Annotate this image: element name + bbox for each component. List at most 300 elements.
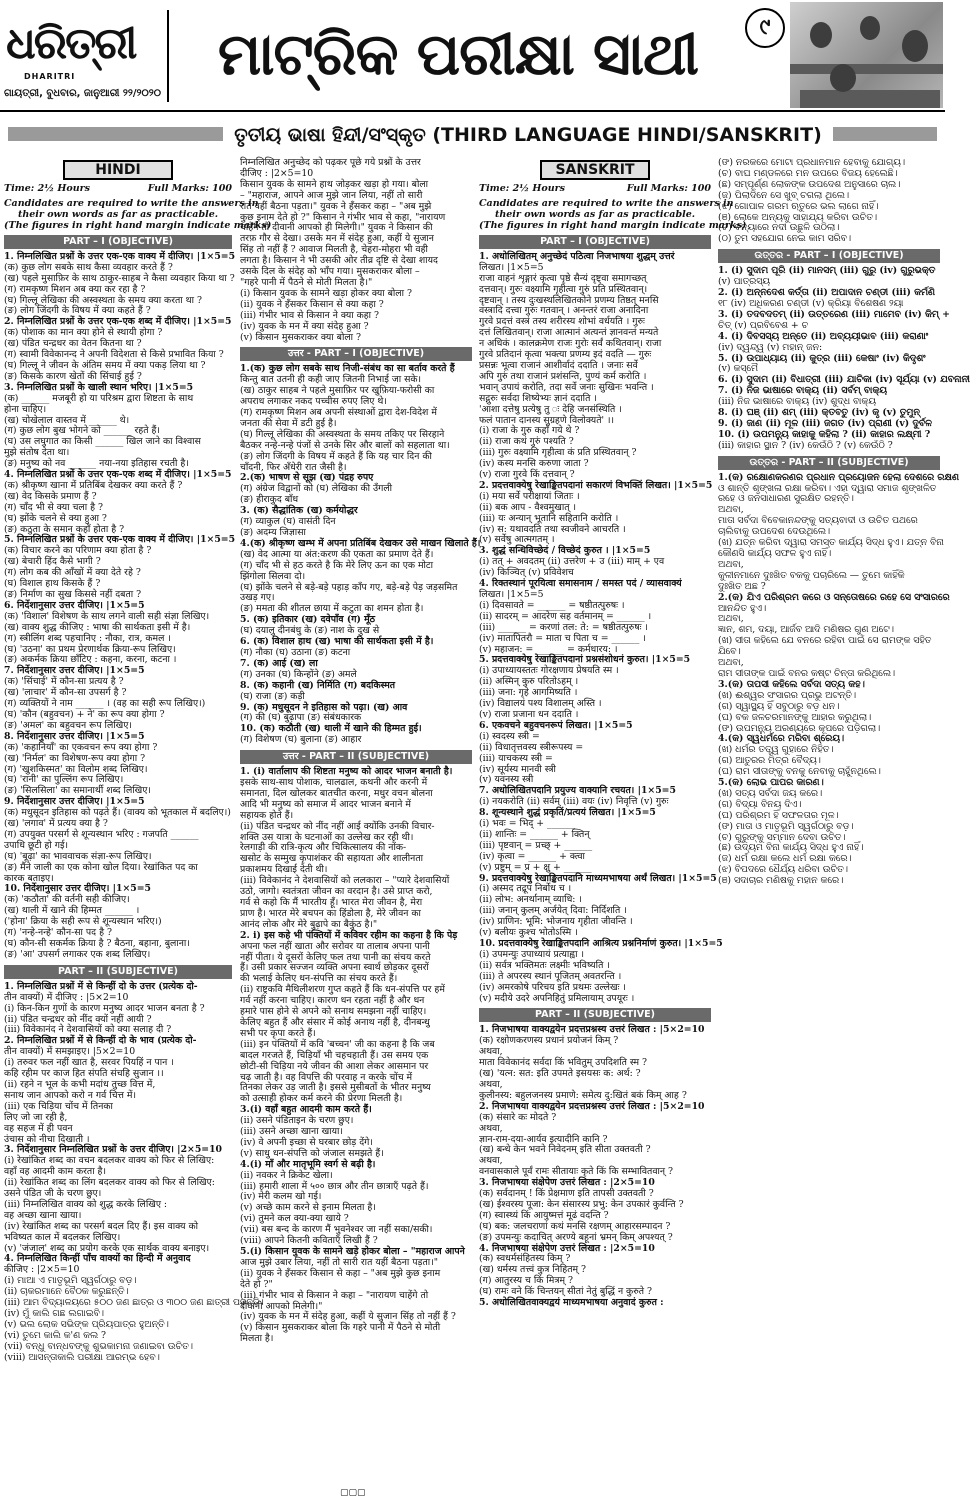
text-line: 9. (क) मधुसूदन ने इतिहास को पढ़ा। (ख) आव (240, 701, 408, 713)
text-line: कहि रहीम पर काज हित संपति संचहि सुजान ।। (4, 1068, 164, 1080)
text-line: (घ) गिल्लू ने जीवन के अंतिम समय में क्या पकड़ लिया था ? (4, 359, 206, 371)
text-line: (ख) वाक्य शुद्ध कीजिए : भाषा की सार्थकता इसी में है। (4, 621, 191, 633)
text-line: 1. अधोलिखितम् अनुच्छेदं पठित्वा निजभाषया शुद्धम् उत्तरं (479, 250, 675, 262)
text-line: (iii) କାହାର ସ୍ଥାନ ? (iv) କେଉଁଠି ? (v) କେଉଁଠି ? (718, 439, 893, 451)
text-line: (ଙ) ନରକରେ ମୋଟା ପ୍ରଧାନମାନ ହେବାକୁ ଯୋଗ୍ୟ। (718, 157, 906, 168)
text-line: (ଝ) ଗୋପାଳ ଗରମ ଋତୁରେ ଭଲ ଲାଗେ ନାହିଁ। (718, 200, 879, 212)
text-line: (v) महाजन: = ______ = कर्मधारय: । (479, 643, 618, 655)
text-line: (iii) ते अपरस्य स्थानं पूजितम् अवतरन्ति । (479, 970, 622, 982)
text-line: (ग) उनका (घ) किन्होंने (ङ) अमले (240, 668, 357, 680)
text-line: (i) किसान युवक के सामने खड़ा होकर क्या बोला ? (240, 287, 412, 299)
text-line: (घ) रामः वने किं चिन्तयन् सीतां नेतुं बुद्धिं न कुरुते ? (479, 1286, 652, 1298)
text-line: (ii) सादरम् = आदरेण सह वर्तमानम् = ______ । (479, 610, 652, 622)
subtitle-band-left (8, 127, 223, 141)
text-line: तिनका लेकर उड़ जाती है। इससे मुसीबतों के भीतर मनुष्य (240, 1082, 431, 1094)
text-line: (क) पोशाक का मान क्या होने से स्थायी होगा ? (4, 327, 163, 339)
text-line: 1.(क) कुछ लोग सबके साथ निजी-संबंध का सा बर्ताव करते हैं (240, 363, 455, 375)
text-line: 7. (i) ନିଜ ଭାଷାରେ ବାକ୍ୟ (ii) ସର୍ବମ୍ ବାକ୍ୟ (718, 385, 887, 397)
text-line: (ख) बन्धे केन भवने निवेदनम् इति सीता उक्तवती ? (479, 1144, 651, 1156)
text-line: 7. (क) आई (ख) ला (240, 657, 318, 669)
text-line: 2. निजभाषया वाक्यद्वयेन प्रदत्तप्रश्नस्य उत्तरं लिखत : |5×2=10 (479, 1100, 705, 1112)
text-line: (क) संसारे कः मोदते ? (479, 1111, 557, 1123)
text-line: (ख) चोखेलाल वास्तव में ______ थे। (4, 414, 130, 426)
text-line: କୌଣସି କାର୍ଯ୍ୟ ସଫଳ ହୁଏ ନାହିଁ। (718, 548, 832, 559)
text-line: (i) तरुवर फल नहीं खात है, सरवर पियहिं न पान । (4, 1057, 174, 1069)
text-line: अथवा, (479, 1155, 503, 1167)
text-line: केलिए बहुत हैं और संसार में कोई अनाथ नहीं है, दीनबन्धु (240, 1016, 430, 1028)
text-line: किसान युवक के सामने हाथ जोड़कर खड़ा हो गया। बोला (240, 178, 429, 190)
text-line: माता विवेकानंद सर्वदा किं भवितुम् उपदिशति स्म ? (479, 1057, 647, 1069)
text-line: (ଟ) ବନ୍ୟାରେ ନଦୀ ଉଛୁଳି ଉଠିଲା। (718, 222, 840, 234)
text-line: नहीं पीता। ये दूसरों केलिए फल तथा पानी का संचय करते (240, 951, 431, 963)
text-line: 3. (i) ତଦବଦତମ୍ (ii) ଉତ୍ତରେଣ (iii) ମାମେବ (iv) କିମ୍ + (718, 308, 950, 320)
text-line: ଅଥବା, (718, 504, 744, 516)
text-line: (घ) 'उठना' का प्रथम प्रेरणार्थक क्रिया-रूप लिखिए। (4, 643, 176, 655)
text-line: 1. (i) ସୁଦାମ ପୂରି (ii) ମାନସମ୍ (iii) ଗୁରୁ (iv) ଗୁରୁଭକ୍ତ (718, 265, 936, 277)
text-line: 8. (क) कहानी (ख) निर्मिति (ग) बदकिस्मत (240, 679, 396, 691)
text-line: (क) 'सिंचाई' में कौन-सा प्रत्यय है ? (4, 676, 124, 688)
text-line: (ख) थाली में खाने की हिम्मत ______ । (4, 905, 140, 917)
text-line: (ङ) ममता की शीतल छाया में कटुता का शमन होता है। (240, 603, 424, 615)
sanskrit-instructions (479, 197, 747, 231)
text-line: (iii) हमारी शाला में ५०० छात्र और तीन छात्राएँ पढ़ते हैं। (240, 1180, 429, 1192)
text-line: प्रसन्नः भूत्वा राजानं आशीर्वादं ददाति । जनाः सर्वे (479, 359, 638, 371)
text-line: (v) अच्छे काम करने से इनाम मिलता है। (240, 1202, 376, 1214)
hindi-answer-part1-header: उत्तर - PART – I (OBJECTIVE) (240, 347, 472, 361)
text-line: 3. शुद्धं सन्धिविच्छेदं / विच्छेदं कुरुत । |1×5=5 (479, 545, 651, 557)
text-line: (ङ) किसके कारण खेतों की सिंचाई हुई ? (4, 370, 142, 382)
text-line: (ଛ) ଉଦ୍ୟମ ବିନା କାର୍ଯ୍ୟ ସିଦ୍ଧ ହୁଏ ନାହିଁ। (718, 842, 864, 854)
text-line: (viii) आपने कितनी कविताएँ लिखी हैं ? (240, 1235, 378, 1247)
text-line: (iv) किञ्चित् (v) प्रविवेशच (479, 567, 574, 579)
text-line: उंचास को नीचा दिखाती । (4, 1133, 90, 1145)
text-line: (ଛ) ସମ୍ପୂର୍ଣ୍ଣ ଲୋକଙ୍କ ଉପଦେଶ ଅନୁସାରେ ଚାଲ। (718, 178, 901, 190)
text-line: 10. (i) ଉପମନ୍ୟୁ କାହାକୁ କହିଲା ? (ii) କାହାର ଲକ୍ଷ୍ମୀ ? (718, 428, 931, 440)
text-line: 10. प्रदत्तवाक्येषु रेखाङ्कितपदानि आश्रित्य प्रश्ननिर्माणं कुरुत। |1×5=5 (479, 938, 723, 949)
text-line: – "महाराज, आपने आज मुझे जान लिया, नहीं तो सारी (240, 189, 423, 201)
text-line: दीजिए : |2×5=10 (240, 167, 314, 179)
text-line: (ଘ) ପରିଶ୍ରମ ହିଁ ସଫଳତାର ମୂଳ। (718, 809, 839, 821)
text-line: आनंद लोक और मेरे बुढ़ापे का बैकुंठ है।" (240, 918, 378, 930)
instruction-line: (The figures in right hand margin indicate marks) (4, 219, 272, 231)
text-line: 3.(କ) ତାପସୀ କହିଲେ ସର୍ବଦା ସତ୍ୟ କହ। (718, 678, 865, 690)
text-line: बैठकर नन्हे-नन्हे पंजों से उनके सिर और बालों को सहलाता था। (240, 439, 450, 451)
hindi-meta (4, 184, 232, 195)
hindi-instructions (4, 197, 272, 231)
text-line: (ଖ) ଧର୍ମର ତତ୍ତ୍ୱ ଗୁହାରେ ନିହିତ। (718, 744, 834, 756)
text-line: (ii) लोभ: अनर्थानाम् व्याधि: । (479, 894, 582, 906)
text-line: 8. (i) ଘଞ୍ (ii) ଶମ୍ (iii) କ୍ତବତୁ (iv) କୃ (v) ତୁମୁନ୍ (718, 407, 920, 419)
text-line: (ख) 'निर्मल' का विशेषण-रूप क्या होगा ? (4, 752, 146, 764)
text-line: 5. अधोलिखितवाक्यद्वयं माध्यमभाषया अनुवादं कुरुत : (479, 1297, 664, 1309)
instruction-line: Candidates are required to write the answers in (479, 197, 734, 209)
text-line: ଅଥବା, (718, 558, 744, 570)
text-line: (घ) कौन-सी सकर्मक क्रिया है ? बैठना, बहाना, बुलाना। (4, 938, 190, 949)
dateline: ଗାୟତ୍ରୀ, ବୁଧବାର, ଜାନୁଆରୀ ୨୨/୨୦୨୦ (4, 88, 161, 99)
text-line: (ङ) मैंने जाली का एक कोना खोल दिया। रेखांकित पद का (4, 861, 198, 873)
hindi-marks: Full Marks: 100 (147, 183, 232, 194)
text-line: (ii) पंडित चन्द्रधर को नींद क्यों नहीं आयी ? (4, 1013, 152, 1025)
text-line: (ii) युवक ने हँसकर किसान से क्या कहा ? (240, 298, 384, 310)
text-line: (घ) 'कौन (बहुवचन) + ने' का रूप क्या होगा ? (4, 708, 165, 720)
text-line: दत्तं लिखितवान्। राजा आत्मानं अत्यन्तं ज्ञानवन्तं मन्यते (479, 327, 659, 339)
text-line: (ग) विशेषण (घ) बुलाना (ङ) आहार (240, 734, 362, 746)
text-line: (घ) बक: जलचराणां कथं मनसि रक्षणम् आहारसम्पादन ? (479, 1220, 671, 1232)
sanskrit-answers-column (718, 157, 970, 1488)
text-line: (ग) स्वास्थ्यं किं आयुष्मत्तं मूढं वदन्ति ? (479, 1209, 609, 1221)
text-line: "गहरे पानी में पैठने से मोती मिलता है।" (240, 276, 373, 288)
text-line: (ग) रामकृष्ण मिशन अब क्या कर रहा है ? (4, 283, 146, 295)
text-line: सहायक होते हैं। (240, 809, 294, 821)
text-line: (iii) विवेकानंद ने देशवासियों को क्या सलाह दी ? (4, 1024, 172, 1036)
text-line: 4. निम्नलिखित किन्हीं पाँच वाक्यों का हिन्दी में अनुवाद (4, 1253, 191, 1265)
text-line: उपाधि छूटी हो गई। (4, 839, 69, 851)
text-line: (ग) व्यक्तियों ने नाम ______ । (वह का सही रूप लिखिए।) (4, 698, 206, 710)
text-line: तीन वाक्यों) में दीजिए : |5×2=10 (4, 991, 129, 1003)
text-line: ଆନନ୍ଦିତ ହୁଏ। (718, 602, 767, 614)
text-line: (ग) रामकृष्ण मिशन अब अपनी संस्थाओं द्वारा देश-विदेश में (240, 407, 437, 419)
page-number: ୯ (745, 8, 785, 48)
text-line: (ङ) हीराकुद बाँध (240, 494, 299, 506)
text-line: (ଗ) ବିଦ୍ୟା ବିନୟ ଦିଏ। (718, 798, 802, 810)
text-line: अपराध लगाकर नकद पच्चीस रुपए लिए थे। (240, 396, 387, 408)
page-end-marker: ▢▢▢ (340, 1488, 366, 1498)
text-line: (ii) शान्तिः = ______ + क्तिन् (479, 828, 590, 840)
text-line: (iii) गुरुः वक्ष्यामि गृहीत्वा कं प्रति प्रस्थितवान् ? (479, 447, 637, 459)
text-line: (ii) युवक ने हँसकर किसान से कहा – "अब मुझे कुछ इनाम (240, 1267, 441, 1279)
text-line: 8. निर्देशानुसार उत्तर दीजिए। |1×5=5 (4, 730, 145, 742)
text-line: 1. (i) वार्तालाप की शिष्टता मनुष्य को आदर भाजन बनाती है। (240, 766, 453, 778)
text-line: (iv) स: यथावदति तथा स्वजीवने आचरति । (479, 523, 626, 535)
text-line: (v) बलीयः कुश्च भोतोऽस्मि । (479, 927, 578, 939)
text-line: (v) प्रष्टुम् = प्र + क्षु + ______ (479, 861, 592, 873)
text-line: (घ) झोंके चलने से क्या हुआ ? (4, 512, 107, 524)
text-line: (ग) नौका (घ) उठाना (ङ) कटना (240, 646, 351, 658)
sanskrit-part2-header: PART – II (SUBJECTIVE) (479, 1008, 711, 1022)
text-line: ଚିତ୍ (v) ପ୍ରବିବେଶ + ଚ (718, 319, 809, 331)
text-line: 8. शून्यस्थाने शुद्धं प्रकृतिं/प्रत्ययं लिखत। |1×5=5 (479, 807, 656, 819)
instruction-line: Candidates are required to write the answers in (4, 197, 259, 209)
text-line: ରାମ ସୀତାଙ୍କ ପାଇଁ ବନର କଷ୍ଟ ଚିନ୍ତା କରିଥିଲେ। (718, 667, 896, 679)
text-line: 'आशा दत्तेषु प्रत्येषु तु ः देहि जनसंस्थिति । (479, 403, 622, 415)
page-title: ମାଟ୍ରିକ ପରୀକ୍ଷା ସାଥୀ (217, 20, 699, 88)
text-line: (ग) 'नन्हे-नन्हे' कौन-सा पद है ? (4, 927, 112, 939)
text-line: (ख) ठाकुर साहब ने पहले मुसाफ़िर पर खुफ़िया-फरोसी का (240, 385, 435, 397)
text-line: (क) 'विशाल' विशेषण के साथ लगने वाली सही संज्ञा लिखिए। (4, 610, 210, 622)
text-line: (i) स्वदस्य स्त्री = (479, 730, 540, 742)
text-line: (ङ) लोग जिंदगी के विषय में क्या कहते हैं ? (4, 305, 151, 317)
text-line: (iii) विवेकानंद ने देशवासियों को ललकारा – "प्यारे देशवासियों (240, 875, 450, 887)
text-line: (ङ) अकर्मक क्रिया छाँटिए : कहना, करना, कटना । (4, 654, 177, 666)
text-line: (iii) उसने अच्छा खाना खाया। (240, 1126, 343, 1138)
text-line: (क) विचार करने का परिणाम क्या होता है ? (4, 545, 152, 557)
text-line: (ii) रहने न भूल के कभी मदांध तुच्छ वित्त में, (4, 1078, 156, 1090)
text-line: इसके साथ-साथ पोशाक, चालढाल, कथनी और करनी में (240, 777, 428, 789)
text-line: (ଜ) ପିଲାଦିନେ ସେ ଖୁବ୍ ଚଗଲା ଥିଲେ। (718, 189, 850, 201)
text-line: (ख) धर्मस्य तत्त्वं कुत्र निहितम् ? (479, 1264, 587, 1276)
text-line: (ख) वेद किसके प्रमाण हैं ? (4, 490, 97, 502)
text-line: (iii) याचकस्य स्त्री = (479, 752, 553, 764)
text-line: (ङ) निर्माण का सुख किससे नहीं दबता ? (4, 589, 142, 600)
text-line: (iii) जना: गृहे आगमिष्यति । (479, 687, 578, 699)
text-line: (ଘ) ବକ ଜଳଚରମାନଙ୍କୁ ଆହାର କରୁଥିଲା। (718, 711, 872, 723)
text-line: 7. अधोलिखितपदानि प्रयुज्य वाक्यानि रचयत। |1×5=5 (479, 785, 676, 797)
sanskrit-objective-questions (479, 250, 723, 1005)
masthead (0, 0, 945, 112)
text-line: (ख) 'यत्न: सत: इति उपमते इसयसः क: अर्थ: ? (479, 1068, 641, 1080)
text-line: (ङ) मनुष्य को नव ______ नया-नया इतिहास रचती है। (4, 458, 189, 470)
text-line: 5. निम्नलिखित प्रश्नों के उत्तर एक-एक वाक्य में दीजिए। |1×5=5 (4, 534, 236, 546)
text-line: (ङ) 'आ' उपसर्ग लगाकर एक शब्द लिखिए। (4, 948, 151, 960)
text-line: देते हो ?" (240, 1278, 273, 1290)
text-line: (i) तत् + अवदतम् (ii) उत्तरेण + उ (iii) माम् + एव (479, 556, 665, 568)
text-line: लिखत। |1×5=5 (479, 589, 544, 600)
text-line: बादल गरजते हैं, चिड़ियाँ भी चहचहाती हैं। उस समय एक (240, 1049, 429, 1061)
text-line: (क) श्रीकृष्ण खाना में प्रतिबिंब देखकर क्या करते हैं ? (4, 479, 183, 491)
text-line: (ख) 'लाचार' में कौन-सा उपसर्ग है ? (4, 687, 127, 699)
text-line: गर्व से कहो कि मैं भारतीय हूँ। भारत मेरा जीवन है, मेरा (240, 897, 423, 908)
text-line: (iv) सूर्यस्य मानवी स्त्री (479, 763, 556, 775)
text-line: (iii) जनान् कुलम् अर्जयेत् दिवा: निर्दिशति । (479, 905, 627, 917)
text-line: (ଞ) ସଦାଚାର ମଣିଷକୁ ମହାନ କରେ। (718, 875, 844, 887)
text-line: (ङ) 'अमल' का बहुवचन रूप लिखिए। (4, 719, 132, 731)
text-line: सद्गुरुः सर्वदा शिष्येभ्यः ज्ञानं ददाति । (479, 392, 597, 404)
text-line: (ग) आतुरस्य च किं मित्रम् ? (479, 1275, 573, 1287)
text-line: (ङ) 'सिलसिला' का समानार्थी शब्द लिखिए। (4, 785, 151, 797)
text-line: ଜ୍ଞାନ, ଶମ, ଦୟା, ଆର୍ଜବ ଆଦି ମଣିଷର ଗୁଣ ଅଟେ। (718, 624, 894, 636)
text-line: (ଖ) ସୀତା କହିଲେ ଯେ ବନରେ ରହିବା ପାଇଁ ସେ ରାମଙ୍କ ସହିତ (718, 635, 932, 647)
text-line: ज्ञान-राम-दया-आर्यव इत्यादीनि कानि ? (479, 1133, 608, 1145)
sanskrit-marks: Full Marks: 100 (626, 183, 711, 194)
text-line: 5.(i) किसान युवक के सामने खड़े होकर बोला – "महाराज आपने (240, 1246, 465, 1257)
text-line: (i) उपमन्युः उपाध्यायं प्रत्याह्वा । (479, 948, 584, 960)
text-line: (vii) ବନ୍ଧୁ ବାନ୍ଧବଙ୍କୁ ଶୁଭକାମନା ଜଣାଇବା ଉଚିତ। (4, 1340, 193, 1352)
text-line: (v) किसान मुसकराकर बोला कि गहरे पानी में पैठने से मोती (240, 1322, 441, 1334)
text-line: अथवा, (479, 1122, 503, 1134)
text-line: उखड़ गए। (240, 592, 275, 604)
text-line: किन्तु बात उतनी ही कही जाए जितनी निभाई जा सके। (240, 374, 422, 386)
text-line: (ii) राष्ट्रकवि मैथिलीशरण गुप्त कहते हैं कि धन-संपत्ति पर हमें (240, 984, 445, 996)
text-line: 3. निम्नलिखित प्रश्नों के खाली स्थान भरिए। |1×5=5 (4, 381, 194, 393)
text-line: (घ) झोंके चलने से बड़े-बड़े पहाड़ काँप गए, बड़े-बड़े पेड़ जड़समित (240, 581, 458, 593)
text-line: उसने पंडित जी के चरण छुए। (4, 1188, 102, 1200)
sanskrit-translation-list (718, 158, 940, 245)
text-line: (घ) 'रानी' का पुल्लिंग रूप लिखिए। (4, 774, 124, 786)
text-line: 4. निम्नलिखित प्रश्नों के उत्तर एक-एक शब्द में दीजिए। |1×5=5 (4, 469, 232, 481)
text-line: (ii) अस्मिन् कुरु परितोऽहम् । (479, 676, 579, 688)
text-line: (iii) ନିଜ ଭାଷାରେ ବାକ୍ୟ (iv) ଶୁଦ୍ଧ ବାକ୍ୟ (718, 396, 876, 408)
text-line: खसोट के सम्मुख कृपाशंकर की सहायता और शालीनता (240, 853, 424, 865)
text-line: चाँदनी, फिर अँधेरी रात जैसी है। (240, 461, 347, 473)
text-line: (घ) दयालु दीनबंधु के (ङ) नाश के दुख से (240, 625, 380, 637)
text-line: प्राण है। भारत मेरे बचपन का हिंडोला है, मेरे जीवन का (240, 907, 421, 919)
text-line: (ङ) अदम्य जिज्ञासा (240, 527, 306, 538)
text-line: वस्त्रादि दत्त्वा गुरुः गतवान् । अनन्तरं राजा अनादिना (479, 305, 649, 317)
text-line: (v) राजा गुरवे किं दत्तवान् ? (479, 469, 575, 481)
text-line: 10. निर्देशानुसार उत्तर दीजिए। |1×5=5 (4, 883, 152, 895)
text-line: रेलगाड़ी की रात्रि-कृत्य और चिकित्सालय की नोंक- (240, 842, 407, 854)
text-line: (iv) युवक के मन में संदेह हुआ, कहीं ये सुजान सिंह तो नहीं हैं ? (240, 1311, 456, 1323)
text-line: (iv) विद्यालयं पश्य विशालम् अस्ति । (479, 698, 602, 710)
subtitle-band-right (833, 127, 937, 141)
text-line: दीवानी आपको मिलेगी।" (240, 1300, 323, 1312)
text-line: तरफ़ गौर से देखा। उसके मन में संदेह हुआ, कहीं ये सुजान (240, 233, 434, 245)
text-line: (ii) सर्वत्र भक्तिमतः लक्ष्मीः भविष्यति । (479, 959, 610, 971)
text-line: (ii) ଚାକରମାନେ ବୈଠକ କରୁଛନ୍ତି। (4, 1286, 129, 1298)
text-line: (क) कुछ लोग सबके साथ कैसा व्यवहार करते हैं ? (4, 261, 173, 273)
text-line: ଚାଲିବାକୁ ଉପଦେଶ ଦେଉଥିଲେ। (718, 526, 831, 538)
sanskrit-subjective-questions (479, 1025, 711, 1309)
hindi-subjective-answers (240, 767, 472, 1345)
text-line: मिलता है। (240, 1333, 274, 1345)
text-line: 10. (क) कठौती (ख) थाली में खाने की हिम्मत हुई। (240, 723, 422, 735)
text-line: अपना फल नहीं खाता और सरोवर या तालाब अपना पानी (240, 940, 430, 952)
text-line: (क) रक्षोणकरणस्य प्रधानं प्रयोजनं किम् ? (479, 1035, 619, 1047)
sanskrit-heading: SANSKRIT (540, 160, 650, 180)
text-line: सनाथ जान आपको करो न गर्व चित्त में। (4, 1089, 137, 1101)
text-line: 9. निर्देशानुसार उत्तर दीजिए। |1×5=5 (4, 796, 145, 808)
text-line: (ख) वेद आत्मा या अंत:करण की एकता का प्रमाण देते हैं। (240, 548, 434, 560)
text-line: कीजिए : |2×5=10 (4, 1264, 80, 1276)
text-line: (ग) की (घ) बुढ़ापा (ङ) संबंधकारक (240, 712, 362, 724)
text-line: हैं। उसी प्रकार सज्जन व्यक्ति अपना स्वार्थ छोड़कर दूसरों (240, 962, 429, 974)
text-line: फलं पातान दानस्य सुग्रहणे विलोक्यते' ।। (479, 414, 615, 426)
text-line: (iii) गंभीर भाव से किसान ने कहा – "नारायण चाहेंगे तो (240, 1289, 429, 1301)
text-line: शक्ति उस यात्रा के घटनाओं का उल्लेख कर रही थी। (240, 831, 414, 843)
text-line: ଅଥବା, (718, 657, 744, 669)
text-line: आदि भी मनुष्य को समाज में आदर भाजन बनाने में (240, 798, 411, 810)
text-line: (ii) विधातृत्तवस्य स्त्रीरूपस्य = (479, 741, 584, 753)
text-line: वह सहज में ही पवन (4, 1122, 73, 1134)
text-line: (v) ଭଲ ଲୋକ ସଭିଙ୍କ ପ୍ରିୟପାତ୍ର ହୁଅନ୍ତି। (4, 1318, 169, 1330)
sanskrit-part1-header: PART – I (OBJECTIVE) (479, 235, 711, 249)
text-line: तीन वाक्यों) में समझाइए। |5×2=10 (4, 1046, 136, 1058)
text-line: 3. निर्देशानुसार निम्नलिखित प्रश्नों के उत्तर दीजिए। |2×5=10 (4, 1144, 223, 1156)
instruction-line: their own words as far as practicable. (17, 208, 219, 220)
text-line: (iv) कस्य मनसि करुणा जाता ? (479, 458, 589, 470)
text-line: (i) राजा के गुरु कहाँ गये थे ? (479, 425, 580, 437)
text-line: (iv) अमरकोषे परिचय इति प्रथमः उल्लेखः । (479, 981, 626, 993)
text-line: (i) दिवसावते = ______ = षष्ठीतत्पुरुषः । (479, 599, 625, 611)
text-line: (क) ______ मजबूरी हो या परिश्रम द्वारा शिष्टता के साथ (4, 392, 194, 404)
text-line: (घ) उस लघुगात का किसी ______ खिल जाने का विश्वास (4, 436, 201, 448)
hindi-answers-column (240, 157, 481, 1488)
text-line: ଦୁଃଖିତ ଅଛ ? (718, 580, 766, 592)
text-line: गर्व नहीं करना चाहिए। कारण धन रहता नहीं है और धन (240, 995, 425, 1007)
hindi-part1-header: PART – I (OBJECTIVE) (4, 235, 232, 249)
text-line: 3.(i) वहाँ बहुत आदमी काम करते हैं। (240, 1104, 372, 1116)
text-line: 4.(क) श्रीकृष्ण खम्भ में अपना प्रतिबिंब देखकर उसे माखन खिलाते हैं। (240, 537, 481, 549)
text-line: न अधिकं । कालक्रमेण राजः गुरोः सर्वं कथितवान्। राजा (479, 338, 662, 350)
text-line: 3. (क) सैद्धांतिक (ख) कर्मयोद्धर (240, 505, 358, 517)
text-line: सभी पर कृपा करते हैं। (240, 1027, 316, 1039)
text-line: 1. निम्नलिखित प्रश्नों में से किन्हीं दो के उत्तर (प्रत्येक दो- (4, 980, 198, 992)
text-line: 2. i) इस कहे भी पंक्तियों में कविवर रहीम का कहना है कि पेड़ (240, 929, 458, 941)
text-line: 5. प्रदत्तवाक्येषु रेखाङ्कितपदानां प्रश्नसंशोधनं कुरुत। |1×5=5 (479, 654, 691, 666)
sanskrit-answer-part1-header: ଉତ୍ତର - PART – I (OBJECTIVE) (718, 249, 940, 263)
text-line: चाहेंगे तो दीवानी आपको ही मिलेगी।" युवक ने किसान की (240, 222, 433, 234)
text-line: उठो, जागो। स्वतंत्रता जीवन का वरदान है। उसे प्राप्त करो, (240, 886, 433, 898)
hindi-objective-answers (240, 363, 481, 746)
text-line: (ii) पंडित चन्द्रधर को नींद नहीं आई क्योंकि उनकी विचार- (240, 820, 435, 832)
text-line: (v) मदीये उदरे अपनिहितुं प्रमिलायाम् उपयूरः । (479, 992, 635, 1004)
text-line: (ख) पंडित चन्द्रधर का वेतन कितना था ? (4, 338, 142, 350)
text-line: (iv) ଦ୍ୱନ୍ଦ୍ୱ (v) ମହାନ୍ ଜନ: (718, 341, 823, 353)
text-line: छोटी-सी चिड़िया नये जीवन की आशा लेकर आसमान पर (240, 1060, 429, 1072)
text-line: मुझे संतोष देता था। (4, 447, 70, 459)
text-line: (ग) स्वामी विवेकानन्द ने अपनी विदेशता से किसे प्रभावित किया ? (4, 349, 224, 361)
text-line: राजा वाहनं शृङ्गारं कृत्वा पृष्ठे सैन्यं दृष्ट्वा समागच्छत् (479, 272, 647, 284)
text-line: (ଞ) ଲୋକେ ଅନ୍ୟକୁ ସାହାଯ୍ୟ କରିବା ଉଚିତ। (718, 211, 878, 223)
text-line: (iv) मेरी कलम खो गई। (240, 1191, 322, 1203)
text-line: (i) नयकरोति (ii) सर्वम् (iii) वयः (iv) निवृत्ति (v) गुरुः (479, 796, 669, 808)
text-line: (viii) ଆସନ୍ତାକାଲି ପରୀକ୍ଷା ଆରମ୍ଭ ହେବ। (4, 1351, 160, 1363)
text-line: (iv) वे अपनी इच्छा से घरबार छोड़ देंगे। (240, 1136, 373, 1148)
text-line: (iii) यः अन्यान् भूतानि सहितानि करोति । (479, 512, 619, 524)
text-line: (ଗ) ସ୍ୱାସ୍ଥ୍ୟ ହିଁ ସବୁଠାରୁ ବଡ଼ ଧନ। (718, 700, 840, 712)
text-line: अथवा, (479, 1078, 503, 1090)
text-line: ରହେ ଓ ଜନସାଧାରଣ ସୁରକ୍ଷିତ ରହନ୍ତି। (718, 493, 854, 505)
text-line: दृष्टवान् । तस्य दुःखस्थलिखितकोने प्रणम्य तिष्ठत् मनसि (479, 294, 659, 306)
text-line: (i) रेखांकित शब्द का वचन बदलकर वाक्य को फिर से लिखिए: (4, 1155, 215, 1167)
text-line: (ख) बेचारी हिंद कैसे भागी ? (4, 556, 101, 568)
text-line: (ii) नवकर ने क्रिकेट खेला। (240, 1169, 333, 1181)
text-line: (ଝ) ବିପଦରେ ଧୈର୍ଯ୍ୟ ଧରିବା ଉଚିତ। (718, 864, 848, 876)
text-line: वनवासकाले पूर्वं रामः सीतायाः कृते किं कि सम्भावितवान् ? (479, 1166, 674, 1178)
section-subtitle: ତୃତୀୟ ଭାଷା ହିନ୍ଦୀ/ସଂସ୍କୃତ (THIRD LANGUAGE HINDI/SANSKRIT) (228, 120, 828, 150)
text-line: गुरवे प्रतिदानं कृत्वा भक्त्या प्रणम्य इदं वदति — गुरुः (479, 349, 652, 361)
text-line: (क) सर्वदानम् ! किं प्रेक्षमाण इति तापसी उक्तवती ? (479, 1188, 654, 1200)
text-line: (vi) तुमने कल क्या-क्या खाये ? (240, 1213, 349, 1225)
text-line: अपि गुरुं तथा राजानं प्रशंसन्ति, पुण्यं कर्म करोति । (479, 370, 647, 382)
text-line: कुलीनस्य: बहुलजनस्य प्रमाणे: समेत्य दु:खितं बकं किम् आह ? (479, 1089, 687, 1101)
hindi-answer-part2-header: उत्तर - PART – II (SUBJECTIVE) (240, 750, 472, 764)
text-line: (ङ) लोग जिंदगी के विषय में कहते हैं कि यह चार दिन की (240, 450, 432, 462)
text-line: 9. (i) ଜାଣ (ii) ମୂଳ (iii) ଜଗତ (iv) ପ୍ରାଣୀ (v) ଦୁର୍ବଳ (718, 417, 932, 429)
text-line: आज मुझे उबार लिया, नहीं तो सारी रात यहीं बैठना पड़ता।" (240, 1256, 439, 1268)
text-line: (ଖ) ସତ୍ୟ ସର୍ବଦା ଜୟ କରେ। (718, 787, 823, 799)
hindi-part2-header: PART – II (SUBJECTIVE) (4, 965, 232, 979)
text-line: (ग) 'खुशकिस्मत' का विलोम शब्द लिखिए। (4, 763, 148, 775)
text-line: रात यहीं बैठना पड़ता।" युवक ने हँसकर कहा – "अब मुझे (240, 200, 432, 212)
text-line: (iii) गंभीर भाव से किसान ने क्या कहा ? (240, 309, 379, 321)
sanskrit-subjective-answers (718, 471, 959, 887)
text-line: भविष्यत काल में बदलकर लिखिए। (4, 1231, 121, 1243)
text-line: 4. निजभाषया संक्षेपेण उत्तरं लिखत : |2×5=10 (479, 1242, 655, 1254)
text-line: 1. निजभाषया वाक्यद्वयेन प्रदत्तप्रश्नस्य उत्तरं लिखत : |5×2=10 (479, 1024, 705, 1036)
text-line: (ग) व्याकुल (घ) वासंती दिन (240, 516, 336, 528)
logo-subtext: DHARITRI (24, 72, 76, 81)
text-line: चढ़ जाती है। वह विपत्ति की परवाह न करके चोंच में (240, 1071, 413, 1083)
masthead-divider (167, 10, 169, 102)
text-line: सिंह तो नहीं हैं ? आवाज मिलती है, चेहरा-मोहरा भी वही (240, 244, 428, 256)
text-line: 4. (i) ଦିବସସ୍ୟ ଅନ୍ତେ (ii) ଅବ୍ୟୟୀଭାବ (iii) କରାଣାଂ (718, 330, 929, 342)
text-line: 6. (क) विशाल हाथ (ख) भाषा की सार्थकता इसी में है। (240, 636, 434, 648)
text-line: 2. निम्नलिखित प्रश्नों में से किन्हीं दो के भाव (प्रत्येक दो- (4, 1035, 197, 1047)
text-line: (vii) बस बन्द के कारण मैं भुवनेश्वर जा नहीं सका/सकी। (240, 1224, 433, 1236)
text-line: (ଠ) ତୁମ ସହଯୋଗ ନେଇ କାମ ସରିବ। (718, 233, 852, 245)
text-line: (i) किन-किन गुणों के कारण मनुष्य आदर भाजन बनता है ? (4, 1002, 205, 1014)
text-line: (v) यवनस्य स्त्री (479, 774, 534, 786)
text-line: झिंगोला सिलवा दो। (240, 570, 306, 582)
text-line: (iv) कृत्वा = ______ + क्त्वा (479, 850, 585, 862)
text-line: लिए जो जा रही है, (4, 1111, 68, 1123)
text-line: 5.(କ) ଲୋଭ ପାପର କାରଣ। (718, 777, 824, 789)
text-line: (i) मया सर्वे परीक्षायां जिताः । (479, 490, 580, 502)
text-line: (ଗ) ଆତୁରର ମିତ୍ର ବୈଦ୍ୟ। (718, 755, 821, 767)
sanskrit-objective-answers (718, 265, 970, 451)
instruction-line: (The figures in right hand margin indicate marks) (479, 219, 747, 231)
